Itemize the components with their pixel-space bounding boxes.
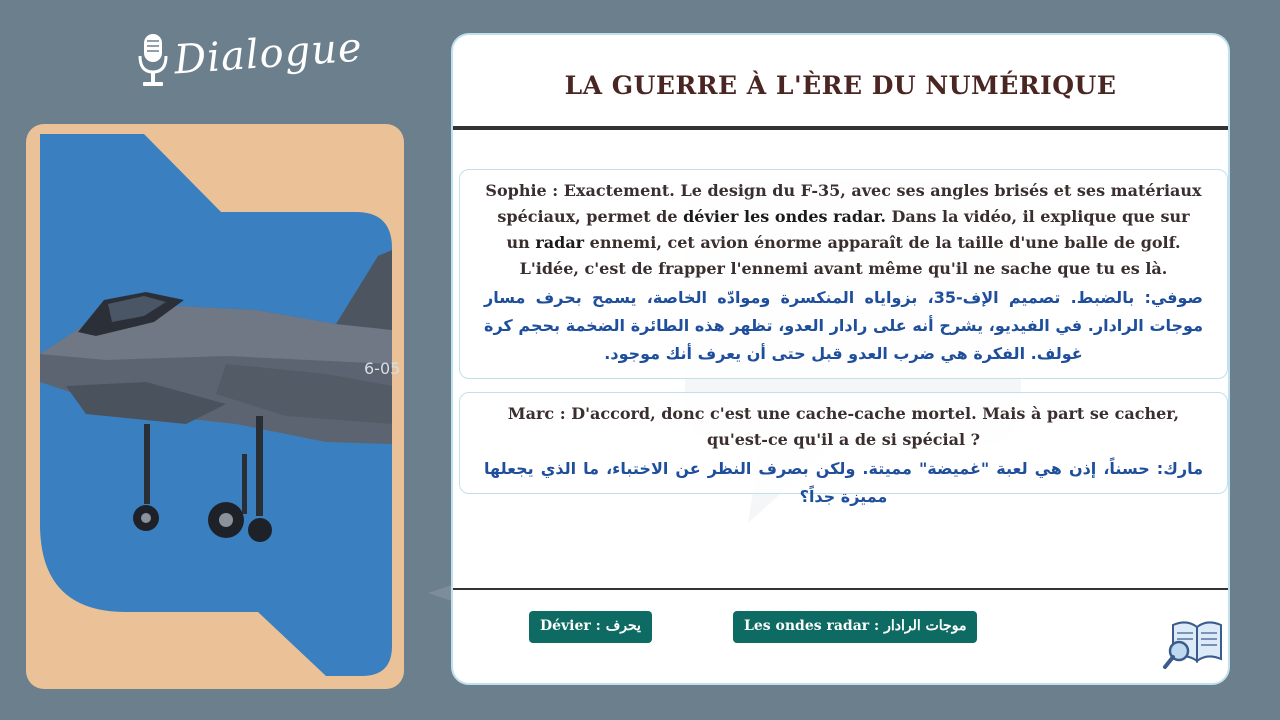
tail-code: 6-05: [364, 359, 401, 378]
page-title: LA GUERRE À L'ÈRE DU NUMÉRIQUE: [564, 71, 1117, 100]
sophie-text-part: Sophie : Exactement. Le design du F-35, avec ses angles brisés et ses matériaux spéciaux, permet de: [485, 181, 1202, 226]
sophie-arabic-text: صوفي: بالضبط. تصميم الإف-35، بزواياه المنكسرة وموادّه الخاصة، يسمح بحرف مسار موجات الرادار. في الفيديو، يشرح أنه على رادار العدو، تظهر هذه الطائرة الضخمة بحجم كرة غولف. الفكرة هي ضرب العدو قبل حتى أن يعرف أنك موجود.: [484, 288, 1204, 363]
panel-pointer: [428, 585, 452, 601]
marc-arabic-text: مارك: حسناً، إذن هي لعبة "غميضة" مميتة. ولكن بصرف النظر عن الاختباء، ما الذي يجعلها مميزة جداً؟: [484, 459, 1203, 506]
highlight-radar: radar: [535, 233, 585, 252]
marc-french-text: Marc : D'accord, donc c'est une cache-cache mortel. Mais à part se cacher, qu'est-ce qu'il a de si spécial ?: [507, 404, 1180, 449]
fighter-jet-icon: [26, 124, 404, 689]
vocab-chip-devier[interactable]: Dévier : يحرف: [529, 611, 652, 643]
dialogue-panel: [451, 33, 1230, 685]
dialogue-logo: [134, 24, 364, 100]
vocab-chip-ondes-radar[interactable]: Les ondes radar : موجات الرادار: [733, 611, 977, 643]
fighter-jet-image-card: [26, 124, 404, 689]
bottom-divider: [453, 588, 1230, 590]
dialogue-bubble-sophie: [459, 169, 1228, 379]
logo-text: Dialogue: [172, 24, 364, 84]
sophie-text-part: Dans la vidéo, il explique que sur un: [506, 207, 1190, 252]
dialogue-bubble-marc: [459, 392, 1228, 506]
title-divider: [453, 126, 1230, 130]
open-book-magnifier-icon[interactable]: [1163, 615, 1229, 671]
microphone-icon: [136, 32, 170, 92]
sophie-french-text: [484, 178, 1203, 282]
highlight-devier-ondes-radar: dévier les ondes radar.: [683, 207, 886, 226]
sophie-text-part: ennemi, cet avion énorme apparaît de la taille d'une balle de golf. L'idée, c'est de frapper l'ennemi avant même qu'il ne sache que tu es là.: [519, 233, 1181, 278]
